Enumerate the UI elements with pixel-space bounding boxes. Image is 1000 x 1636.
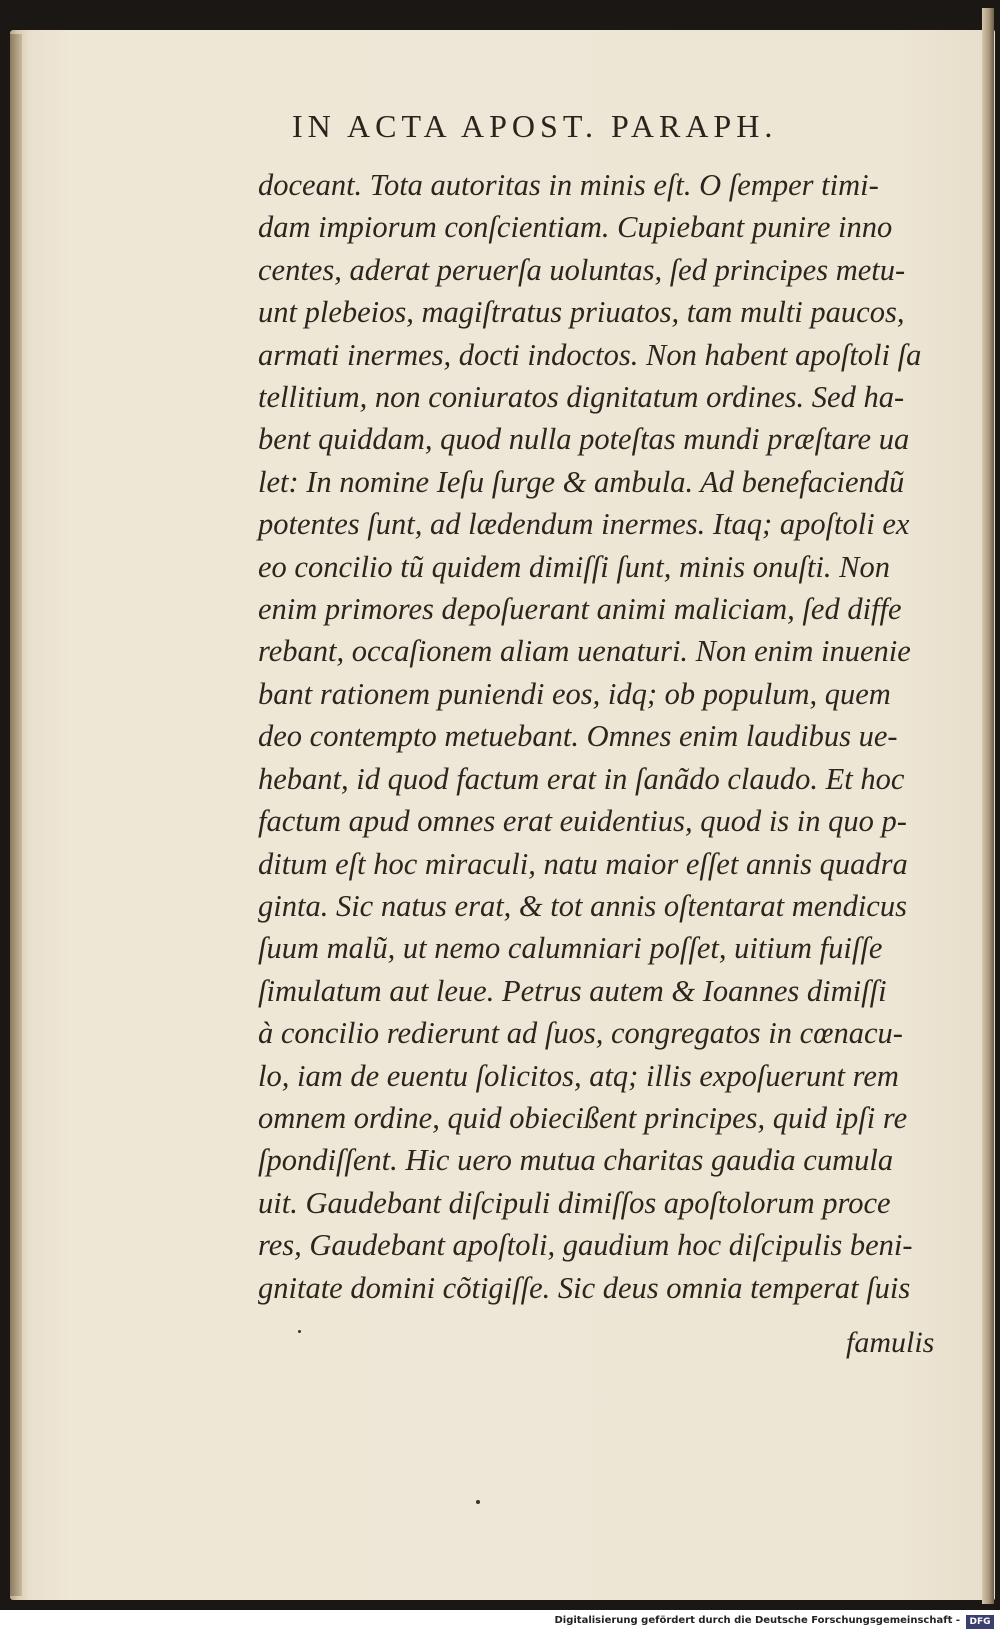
text-line: unt plebeios, magiſtratus priuatos, tam multi paucos, [258,295,905,330]
text-line: bant rationem puniendi eos, idq; ob populum, quem [258,676,891,711]
text-line: dam impiorum conſcientiam. Cupiebant punire inno [258,210,893,245]
text-line: deo contempto metuebant. Omnes enim laudibus ue- [258,719,898,754]
text-line: centes, aderat peruerſa uoluntas, ſed principes metu- [258,252,906,287]
text-line: res, Gaudebant apoſtoli, gaudium hoc diſcipulis beni- [258,1228,913,1263]
text-line: ditum eſt hoc miraculi, natu maior eſſet annis quadra [258,846,908,881]
text-line: à concilio redierunt ad ſuos, congregatos in cœnacu- [258,1016,903,1051]
dfg-logo: DFG [966,1615,994,1629]
text-line: lo, iam de euentu ſolicitos, atq; illis expoſuerunt rem [258,1058,899,1093]
text-line: eo concilio tũ quidem dimiſſi ſunt, minis onuſti. Non [258,549,890,584]
text-line: potentes ſunt, ad lædendum inermes. Itaq; apoſtoli ex [258,507,910,542]
text-line: armati inermes, docti indoctos. Non habent apoſtoli ſa [258,337,922,372]
text-line: tellitium, non coniuratos dignitatum ordines. Sed ha- [258,380,905,415]
text-line: bent quiddam, quod nulla poteſtas mundi præſtare ua [258,422,910,457]
text-line: ginta. Sic natus erat, & tot annis oſtentarat mendicus [258,888,907,923]
text-line: enim primores depoſuerant animi maliciam, ſed diffe [258,592,902,627]
text-line: omnem ordine, quid obiecißent principes, quid ipſi re [258,1100,908,1135]
text-block [258,164,948,1309]
text-line: gnitate domini cõtigiſſe. Sic deus omnia temperat ſuis [258,1270,911,1305]
digitization-footer [0,1612,1000,1636]
text-line: ſpondiſſent. Hic uero mutua charitas gaudia cumula [258,1143,894,1178]
text-line: ſimulatum aut leue. Petrus autem & Ioannes dimiſſi [258,973,887,1008]
text-line: factum apud omnes erat euidentius, quod is in quo p- [258,804,907,839]
catchword: famulis [846,1326,935,1359]
text-line: ſuum malũ, ut nemo calumniari poſſet, uitium fuiſſe [258,931,883,966]
text-line: uit. Gaudebant diſcipuli dimiſſos apoſtolorum proce [258,1185,891,1220]
ink-speck [476,1500,480,1504]
text-line: hebant, id quod factum erat in ſanãdo claudo. Et hoc [258,761,905,796]
text-line: let: In nomine Ieſu ſurge & ambula. Ad benefaciendũ [258,464,905,499]
page-fore-edge [982,8,994,1604]
ink-speck [298,1330,301,1333]
text-line: doceant. Tota autoritas in minis eſt. O ſemper timi- [258,168,879,202]
page-gutter-edge [10,34,22,1596]
footer-credit: Digitalisierung gefördert durch die Deutsche Forschungsgemeinschaft - [554,1615,960,1626]
text-line: rebant, occaſionem aliam uenaturi. Non enim inuenie [258,634,911,669]
running-head: IN ACTA APOST. PARAPH. [292,108,778,144]
